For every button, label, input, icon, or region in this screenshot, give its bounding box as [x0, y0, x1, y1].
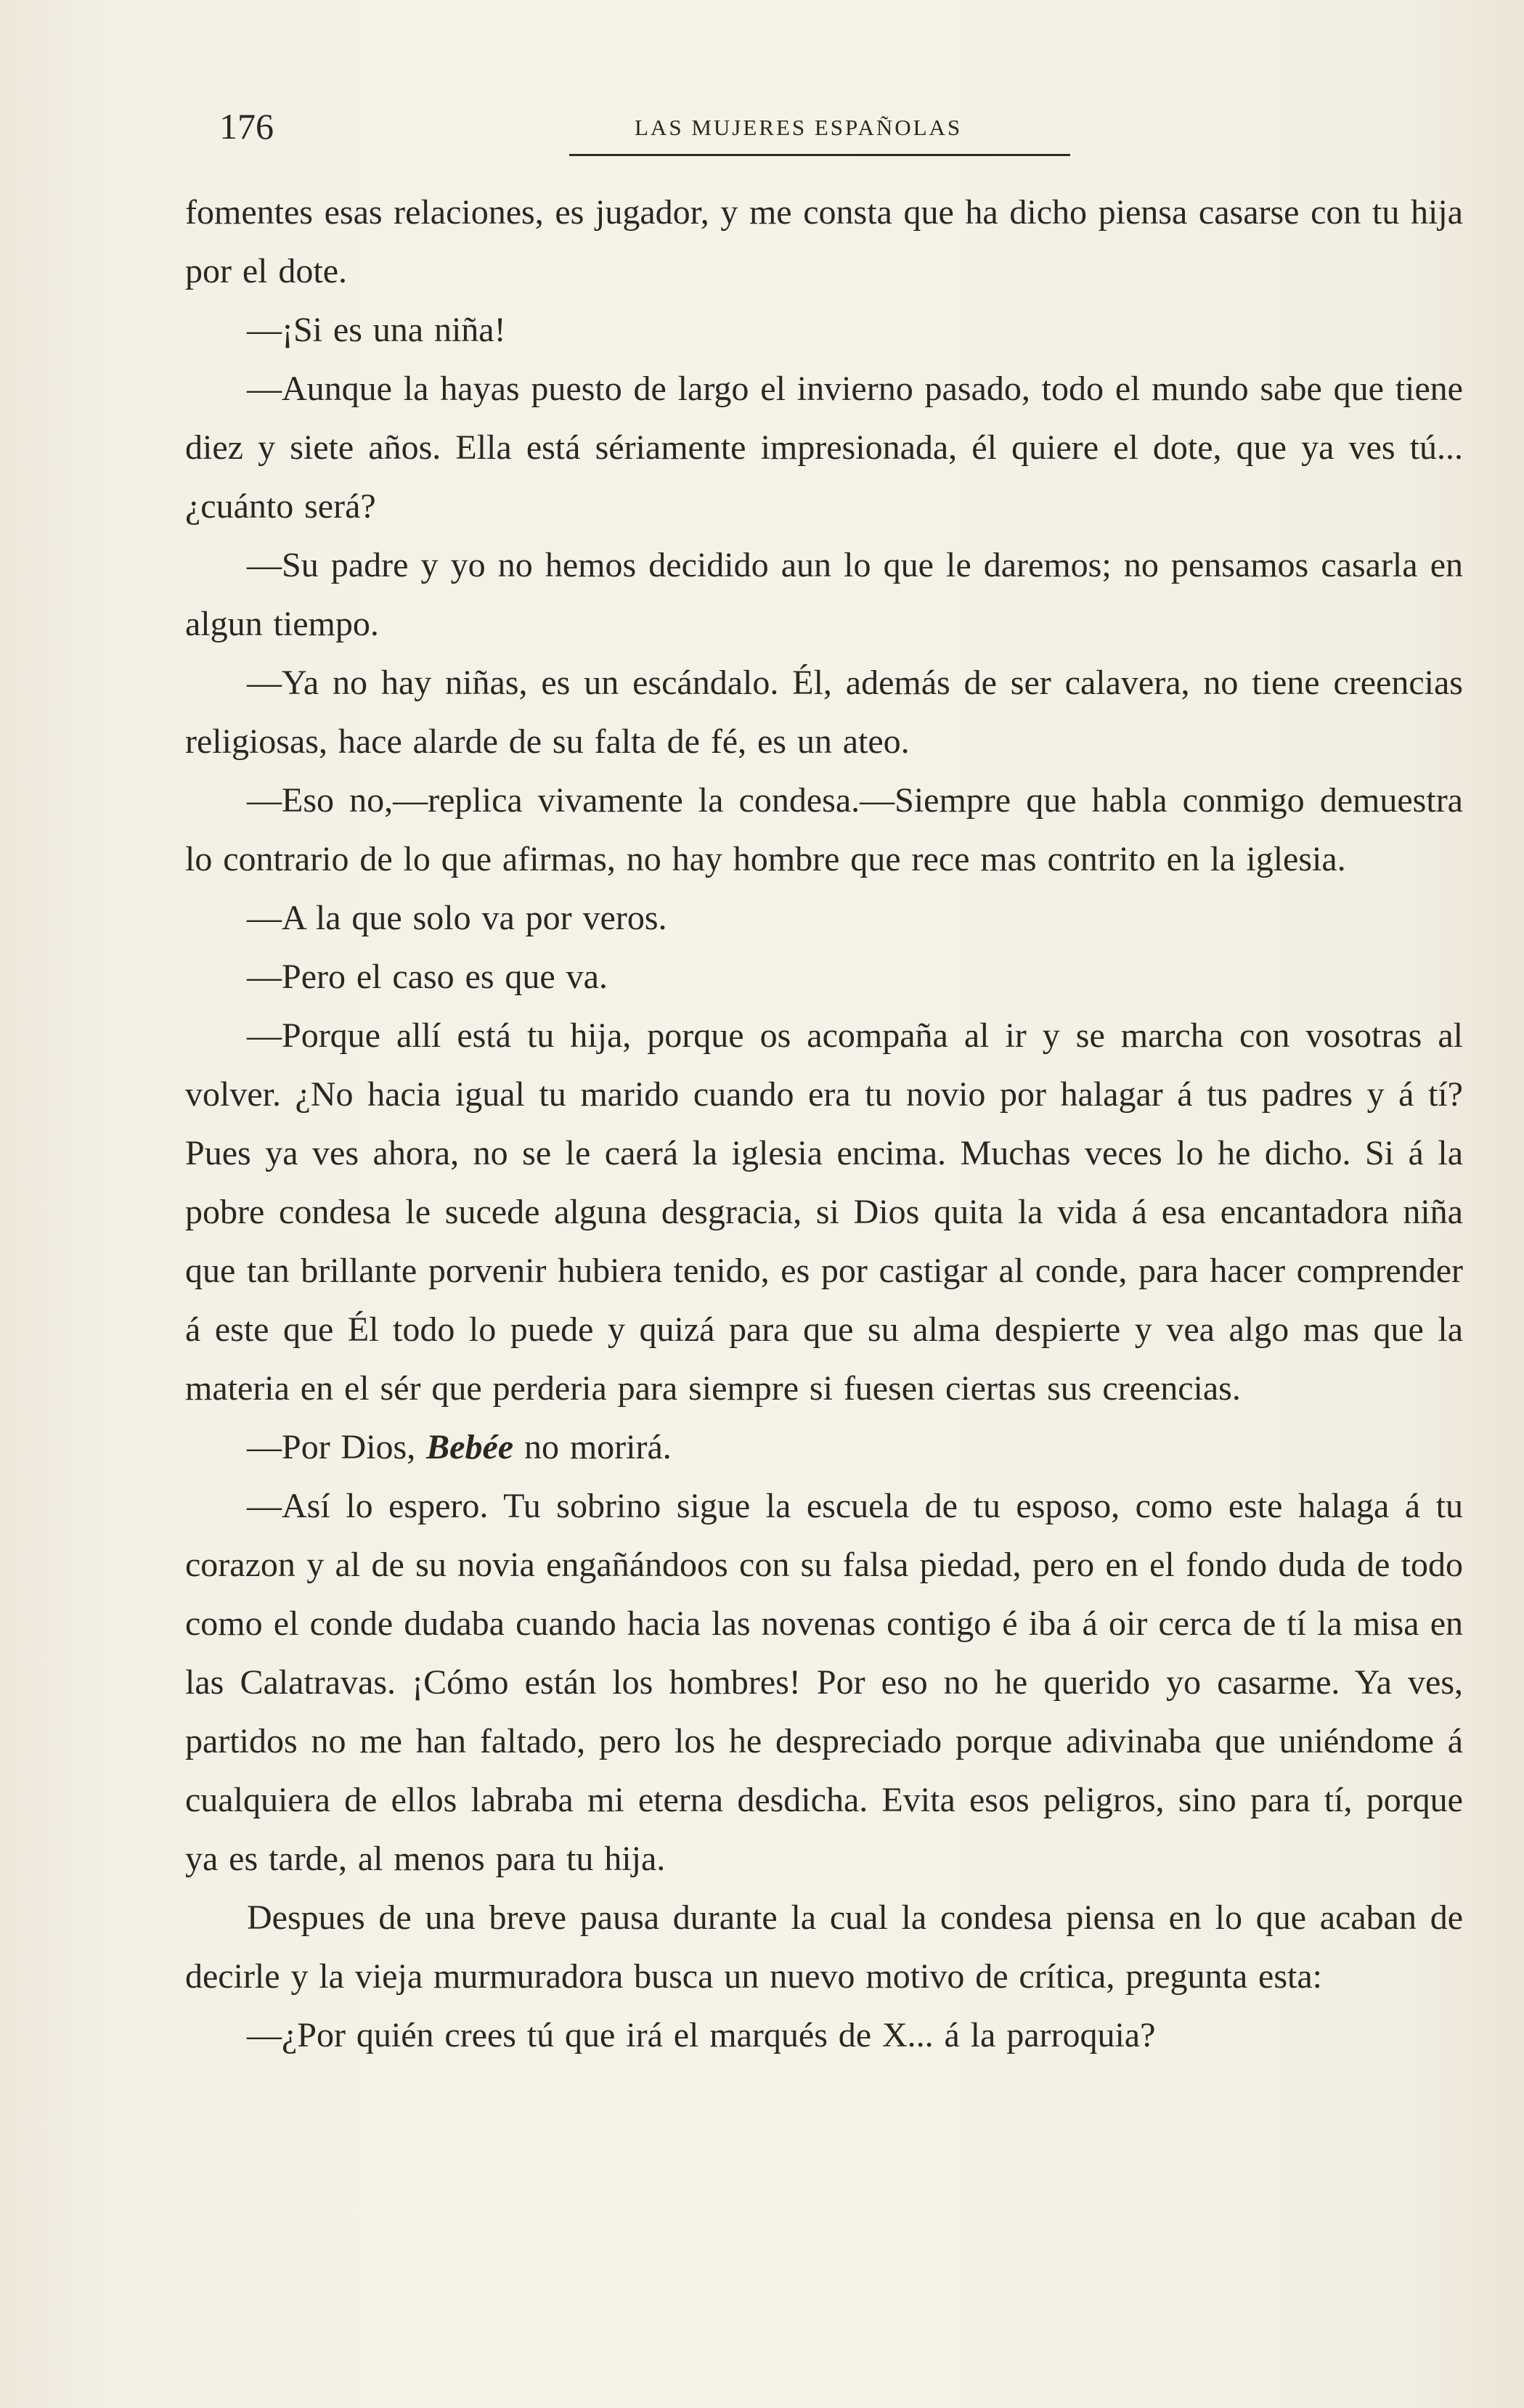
paragraph-10-before: —Por Dios,	[247, 1428, 427, 1466]
paragraph-9: —Porque allí está tu hija, porque os acompaña al ir y se marcha con vosotras al volver. ¿No hacia igual tu marido cuando era tu novio por halagar á tus padres y á tí? Pues ya ves ahora, no se le caerá la iglesia encima. Muchas veces lo he dicho. Si á la pobre condesa le sucede alguna desgracia, si Dios quita la vida á esa encantadora niña que tan brillante porvenir hubiera tenido, es por castigar al conde, para hacer comprender á este que Él todo lo puede y quizá para que su alma despierte y vea algo mas que la materia en el sér que perderia para siempre si fuesen ciertas sus creencias.	[185, 1016, 1463, 1408]
header-rule	[569, 154, 1070, 156]
body-text	[185, 183, 1463, 2065]
paragraph-8: —Pero el caso es que va.	[247, 958, 608, 996]
paragraph-6: —Eso no,—replica vivamente la condesa.—Siempre que habla conmigo demuestra lo contrario de lo que afirmas, no hay hombre que rece mas contrito en la iglesia.	[185, 781, 1463, 878]
paragraph-10	[185, 1418, 1463, 1477]
paragraph-13: —¿Por quién crees tú que irá el marqués de X... á la parroquia?	[247, 2016, 1156, 2054]
paragraph-12: Despues de una breve pausa durante la cual la condesa piensa en lo que acaban de decirle y la vieja murmuradora busca un nuevo motivo de crítica, pregunta esta:	[185, 1898, 1463, 1996]
paragraph-4: —Su padre y yo no hemos decidido aun lo que le daremos; no pensamos casarla en algun tiempo.	[185, 546, 1463, 643]
paragraph-3: —Aunque la hayas puesto de largo el invierno pasado, todo el mundo sabe que tiene diez y siete años. Ella está sériamente impresionada, él quiere el dote, que ya ves tú... ¿cuánto será?	[185, 370, 1463, 526]
paragraph-7: —A la que solo va por veros.	[247, 899, 667, 937]
page-number: 176	[219, 106, 274, 147]
name-bebee: Bebée	[426, 1428, 514, 1466]
running-title: LAS MUJERES ESPAÑOLAS	[635, 115, 963, 140]
paragraph-5: —Ya no hay niñas, es un escándalo. Él, además de ser calavera, no tiene creencias religiosas, hace alarde de su falta de fé, es un ateo.	[185, 664, 1463, 761]
paragraph-1: fomentes esas relaciones, es jugador, y me consta que ha dicho piensa casarse con tu hija por el dote.	[185, 193, 1463, 290]
paragraph-10-after: no morirá.	[513, 1428, 672, 1466]
page-header	[219, 105, 1461, 155]
paragraph-11: —Así lo espero. Tu sobrino sigue la escuela de tu esposo, como este halaga á tu corazon y al de su novia engañándoos con su falsa piedad, pero en el fondo duda de todo como el conde dudaba cuando hacia las novenas contigo é iba á oir cerca de tí la misa en las Calatravas. ¡Cómo están los hombres! Por eso no he querido yo casarme. Ya ves, partidos no me han faltado, pero los he despreciado porque adivinaba que uniéndome á cualquiera de ellos labraba mi eterna desdicha. Evita esos peligros, sino para tí, porque ya es tarde, al menos para tu hija.	[185, 1487, 1463, 1878]
paragraph-2: —¡Si es una niña!	[247, 311, 506, 349]
